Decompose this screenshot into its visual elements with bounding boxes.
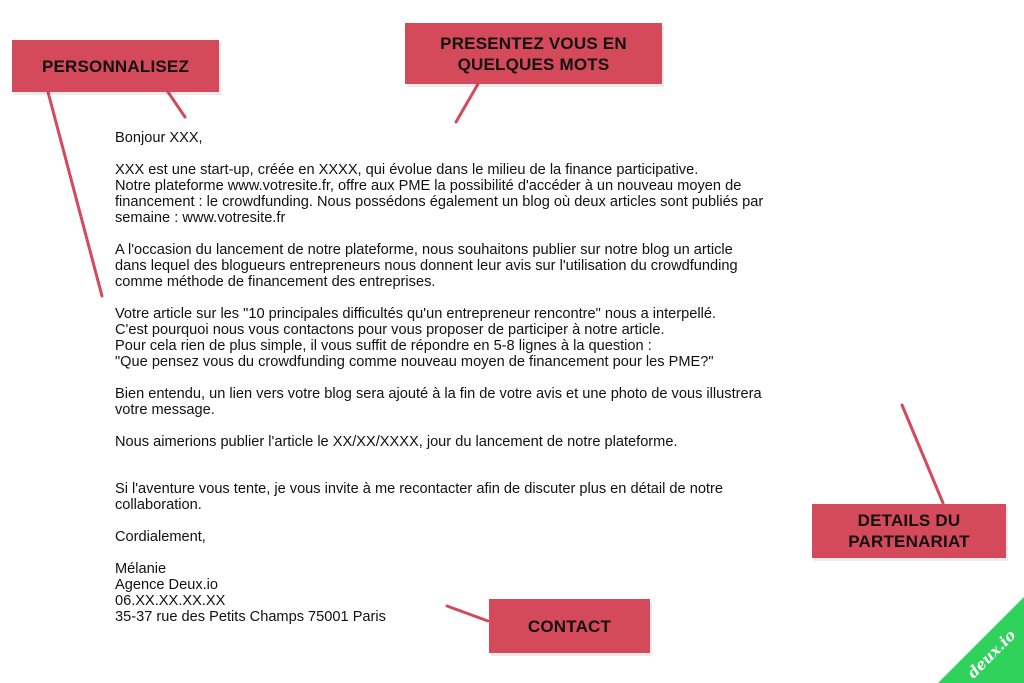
letter-body [115, 130, 915, 625]
tag-personnalisez [12, 40, 219, 92]
signature-agency: Agence Deux.io [115, 577, 219, 593]
letter-greeting: Bonjour XXX, [115, 130, 203, 146]
tag-contact-label: CONTACT [527, 616, 612, 636]
letter-line: dans lequel des blogueurs entrepreneurs nous donnent leur avis sur l'utilisation du crowdfunding [115, 258, 738, 274]
letter-line: XXX est une start-up, créée en XXXX, qui évolue dans le milieu de la finance participative. [115, 162, 699, 178]
letter-line: Notre plateforme www.votresite.fr, offre aux PME la possibilité d'accéder à un nouveau moyen de [115, 178, 742, 194]
letter-line: financement : le crowdfunding. Nous possédons également un blog où deux articles sont publiés par [115, 194, 764, 210]
letter-signature [115, 561, 915, 625]
signature-address: 35-37 rue des Petits Champs 75001 Paris [115, 609, 386, 625]
tag-details-line2: PARTENARIAT [848, 532, 970, 551]
letter-closing: Cordialement, [115, 529, 206, 545]
letter-paragraph-date: Nous aimerions publier l'article le XX/XX/XXXX, jour du lancement de notre plateforme. [115, 434, 678, 450]
line-personnalisez-greeting [168, 92, 185, 117]
tag-presentez [405, 23, 662, 84]
letter-line: A l'occasion du lancement de notre plateforme, nous souhaitons publier sur notre blog un article [115, 242, 733, 258]
tag-personnalisez-label: PERSONNALISEZ [41, 56, 190, 76]
letter-paragraph-link [115, 386, 915, 418]
letter-line: C'est pourquoi nous vous contactons pour vous proposer de participer à notre article. [115, 322, 665, 338]
letter-paragraph-request [115, 306, 915, 370]
logo-text: deux.io [963, 626, 1020, 682]
signature-phone: 06.XX.XX.XX.XX [115, 593, 226, 609]
tag-details-line1: DETAILS DU [857, 511, 961, 530]
signature-name: Mélanie [115, 561, 167, 577]
letter-line: Si l'aventure vous tente, je vous invite à me recontacter afin de discuter plus en détail de notre [115, 481, 723, 497]
deux-io-logo-badge [938, 597, 1024, 683]
line-personnalisez-body [48, 92, 102, 296]
letter-line: semaine : www.votresite.fr [115, 210, 286, 226]
letter-paragraph-invite [115, 481, 915, 513]
letter-line: collaboration. [115, 497, 202, 513]
line-presentez [456, 84, 478, 122]
tag-presentez-line2: QUELQUES MOTS [457, 54, 610, 74]
letter-line: "Que pensez vous du crowdfunding comme nouveau moyen de financement pour les PME?" [115, 354, 714, 370]
tag-presentez-line1: PRESENTEZ VOUS EN [440, 33, 627, 53]
letter-line: Pour cela rien de plus simple, il vous suffit de répondre en 5-8 lignes à la question : [115, 338, 652, 354]
letter-line: votre message. [115, 402, 215, 418]
letter-paragraph-occasion [115, 242, 915, 290]
letter-line: comme méthode de financement des entreprises. [115, 274, 436, 290]
letter-line: Votre article sur les "10 principales difficultés qu'un entrepreneur rencontre" nous a interpellé. [115, 306, 717, 322]
letter-paragraph-intro [115, 162, 915, 226]
letter-line: Bien entendu, un lien vers votre blog sera ajouté à la fin de votre avis et une photo de vous illustrera [115, 386, 762, 402]
